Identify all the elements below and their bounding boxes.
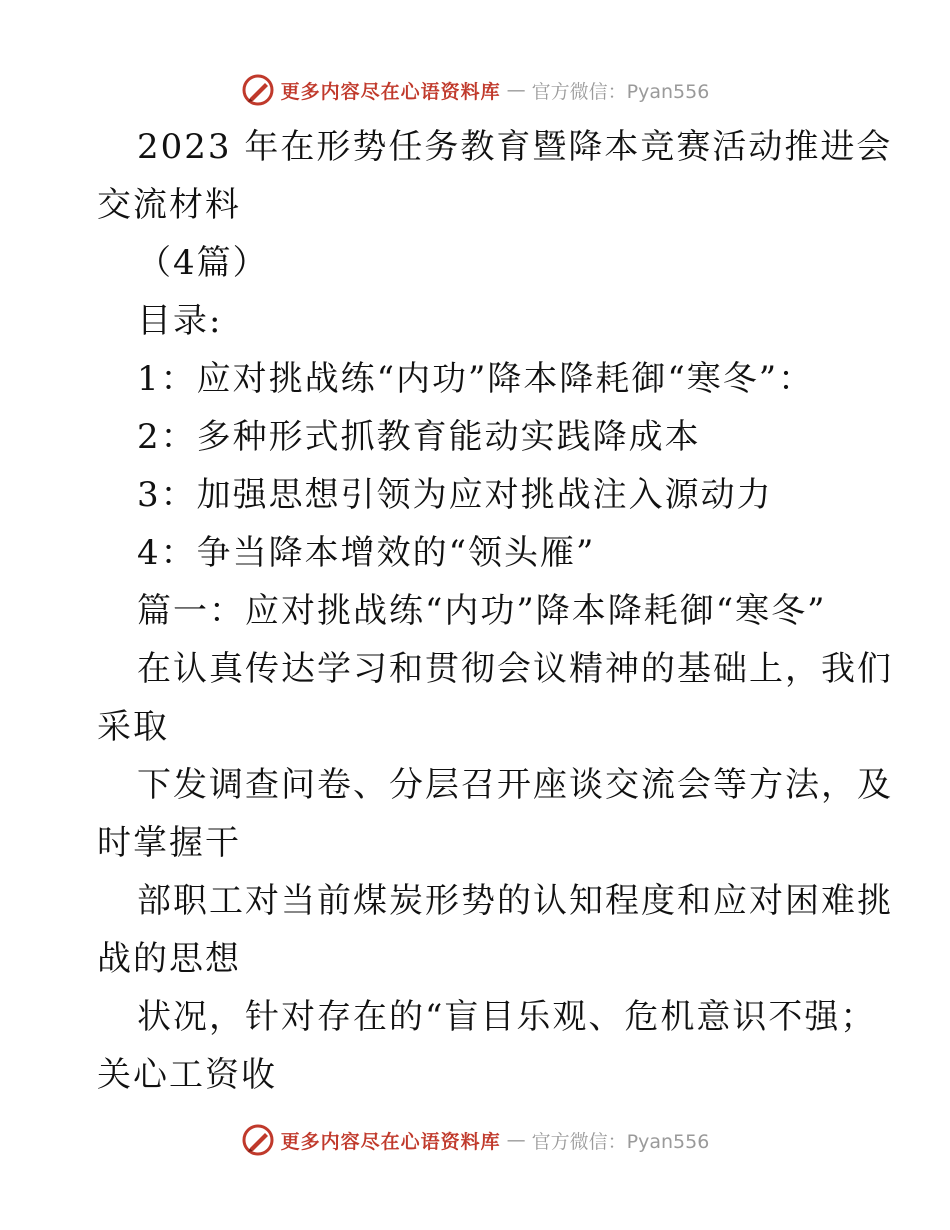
watermark-separator: — [506,79,526,101]
doc-line: 时掌握干 [97,823,241,863]
doc-line: 2023 年在形势任务教育暨降本竞赛活动推进会 [137,127,893,167]
doc-line: 战的思想 [97,939,241,979]
watermark-contact: 官方微信：Pyan556 [531,80,710,103]
doc-line: 部职工对当前煤炭形势的认知程度和应对困难挑 [137,881,893,921]
doc-line: （4篇） [137,243,269,283]
footer-watermark [0,1120,950,1160]
doc-line: 1：应对挑战练“内功”降本降耗御“寒冬”： [137,359,815,399]
doc-line: 采取 [97,707,169,747]
pen-logo-icon [241,1123,275,1157]
doc-line: 状况，针对存在的“盲目乐观、危机意识不强； [137,997,877,1037]
doc-line: 3：加强思想引领为应对挑战注入源动力 [137,475,773,515]
doc-line: 在认真传达学习和贯彻会议精神的基础上，我们 [137,649,893,689]
watermark-separator: — [506,1129,526,1151]
doc-line: 4：争当降本增效的“领头雁” [137,533,596,573]
pen-logo-icon [241,73,275,107]
doc-line: 目录: [137,301,223,341]
doc-line: 关心工资收 [97,1055,277,1095]
doc-line: 2：多种形式抓教育能动实践降成本 [137,417,701,457]
doc-line: 交流材料 [97,185,241,225]
doc-line: 下发调查问卷、分层召开座谈交流会等方法，及 [137,765,893,805]
document-body [97,118,893,1104]
doc-line: 篇一：应对挑战练“内功”降本降耗御“寒冬” [137,591,827,631]
header-watermark [0,70,950,110]
watermark-brand: 更多内容尽在心语资料库 [280,80,501,103]
watermark-brand: 更多内容尽在心语资料库 [280,1130,501,1153]
watermark-contact: 官方微信：Pyan556 [531,1130,710,1153]
